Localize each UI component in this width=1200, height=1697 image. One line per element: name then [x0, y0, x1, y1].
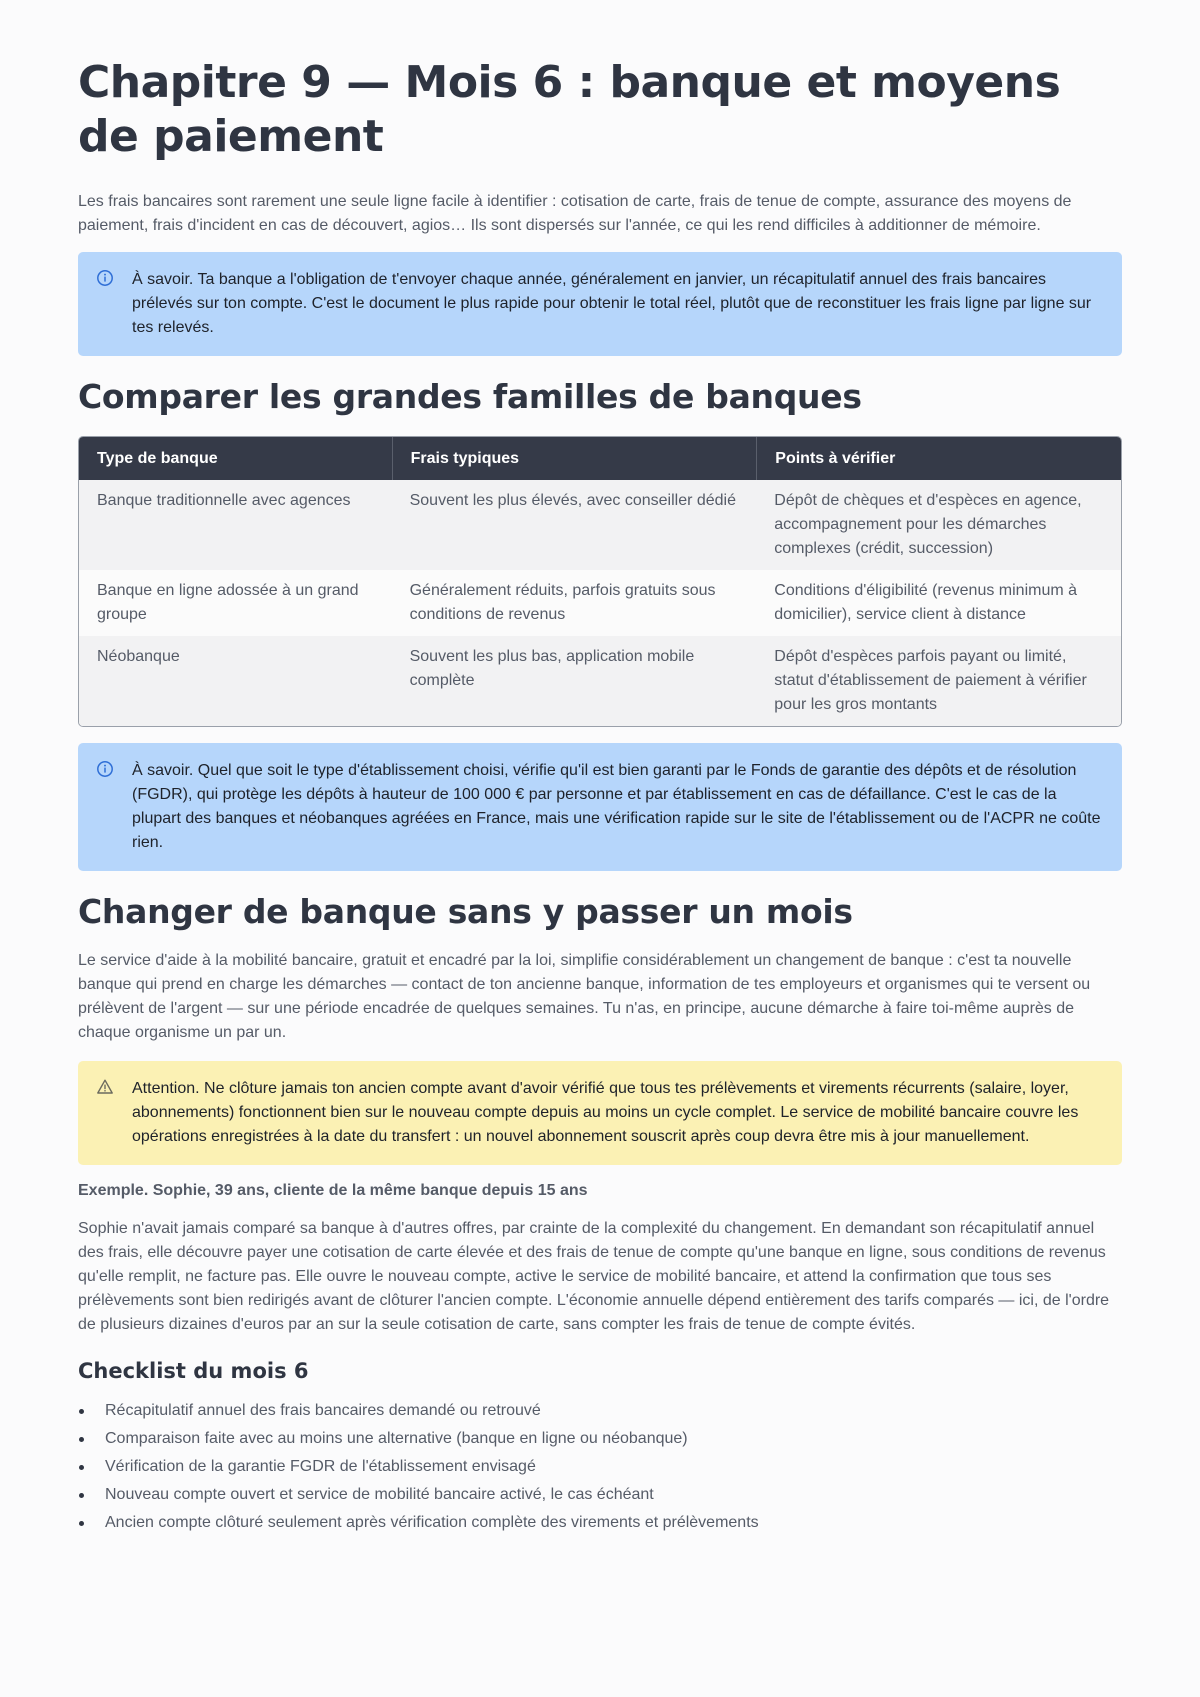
table-cell: Dépôt de chèques et d'espèces en agence, accompagnement pour les démarches complexes (crédit, succession) — [756, 480, 1121, 570]
warning-callout — [78, 1061, 1122, 1165]
column-header: Frais typiques — [392, 437, 757, 480]
page-title: Chapitre 9 — Mois 6 : banque et moyens de paiement — [78, 57, 1061, 162]
table-cell: Banque traditionnelle avec agences — [79, 480, 392, 570]
info-icon — [96, 759, 132, 855]
table-cell: Dépôt d'espèces parfois payant ou limité, statut d'établissement de paiement à vérifier pour les gros montants — [756, 636, 1121, 726]
list-item: Vérification de la garantie FGDR de l'établissement envisagé — [78, 1455, 1122, 1479]
checklist-heading: Checklist du mois 6 — [78, 1359, 309, 1383]
table-cell: Souvent les plus bas, application mobile complète — [392, 636, 757, 726]
table-cell: Souvent les plus élevés, avec conseiller dédié — [392, 480, 757, 570]
list-item: Ancien compte clôturé seulement après vérification complète des virements et prélèvements — [78, 1511, 1122, 1535]
table-row — [79, 636, 1121, 726]
bank-comparison-table — [78, 436, 1122, 727]
info-callout-fgdr — [78, 743, 1122, 871]
callout-text: À savoir. Ta banque a l'obligation de t'envoyer chaque année, généralement en janvier, un récapitulatif annuel des frais bancaires prélevés sur ton compte. C'est le document le plus rapide pour obtenir le total réel, plutôt que de reconstituer les frais ligne par ligne sur tes relevés. — [132, 271, 1092, 336]
list-item: Nouveau compte ouvert et service de mobilité bancaire activé, le cas échéant — [78, 1483, 1122, 1507]
info-icon — [96, 268, 132, 340]
table-cell: Néobanque — [79, 636, 392, 726]
intro-paragraph: Les frais bancaires sont rarement une seule ligne facile à identifier : cotisation de carte, frais de tenue de compte, assurance des moyens de paiement, frais d'incident en cas de découvert, agios… Ils sont dispersés sur l'année, ce qui les rend difficiles à additionner de mémoire. — [78, 193, 1072, 234]
info-callout-bank-statement — [78, 252, 1122, 356]
section-heading-compare: Comparer les grandes familles de banques — [78, 377, 862, 416]
callout-text: Attention. Ne clôture jamais ton ancien compte avant d'avoir vérifié que tous tes prélèvements et virements récurrents (salaire, loyer, abonnements) fonctionnent bien sur le nouveau compte depuis au moins un cycle complet. Le service de mobilité bancaire couvre les opérations enregistrées à la date du transfert : un nouvel abonnement souscrit après coup devra être mis à jour manuellement. — [132, 1080, 1079, 1145]
example-title: Exemple. Sophie, 39 ans, cliente de la même banque depuis 15 ans — [78, 1182, 588, 1199]
table-row — [79, 480, 1121, 570]
list-item: Récapitulatif annuel des frais bancaires demandé ou retrouvé — [78, 1399, 1122, 1423]
callout-text: À savoir. Quel que soit le type d'établissement choisi, vérifie qu'il est bien garanti par le Fonds de garantie des dépôts et de résolution (FGDR), qui protège les dépôts à hauteur de 100 000 € par personne et par établissement en cas de défaillance. C'est le cas de la plupart des banques et néobanques agréées en France, mais une vérification rapide sur le site de l'établissement ou de l'ACPR ne coûte rien. — [132, 762, 1101, 851]
checklist — [78, 1399, 1122, 1535]
warning-icon — [96, 1077, 132, 1149]
list-item: Comparaison faite avec au moins une alternative (banque en ligne ou néobanque) — [78, 1427, 1122, 1451]
table-cell: Banque en ligne adossée à un grand groupe — [79, 570, 392, 636]
mobility-paragraph: Le service d'aide à la mobilité bancaire, gratuit et encadré par la loi, simplifie considérablement un changement de banque : c'est ta nouvelle banque qui prend en charge les démarches — contact de ton ancienne banque, information de tes employeurs et organismes qui te versent ou prélèvent de l'argent — sur une période encadrée de quelques semaines. Tu n'as, en principe, aucune démarche à faire toi-même auprès de chaque organisme un par un. — [78, 952, 1091, 1041]
table-header-row — [79, 437, 1121, 480]
column-header: Type de banque — [79, 437, 392, 480]
section-heading-change-bank: Changer de banque sans y passer un mois — [78, 892, 853, 931]
example-paragraph: Sophie n'avait jamais comparé sa banque à d'autres offres, par crainte de la complexité du changement. En demandant son récapitulatif annuel des frais, elle découvre payer une cotisation de carte élevée et des frais de tenue de compte qu'une banque en ligne, sous conditions de revenus qu'elle remplit, ne facture pas. Elle ouvre le nouveau compte, active le service de mobilité bancaire, et attend la confirmation que tous ses prélèvements sont bien redirigés avant de clôturer l'ancien compte. L'économie annuelle dépend entièrement des tarifs comparés — ici, de l'ordre de plusieurs dizaines d'euros par an sur la seule cotisation de carte, sans compter les frais de tenue de compte évités. — [78, 1220, 1110, 1333]
table-cell: Conditions d'éligibilité (revenus minimum à domicilier), service client à distance — [756, 570, 1121, 636]
column-header: Points à vérifier — [756, 437, 1121, 480]
table-row — [79, 570, 1121, 636]
table-cell: Généralement réduits, parfois gratuits sous conditions de revenus — [392, 570, 757, 636]
